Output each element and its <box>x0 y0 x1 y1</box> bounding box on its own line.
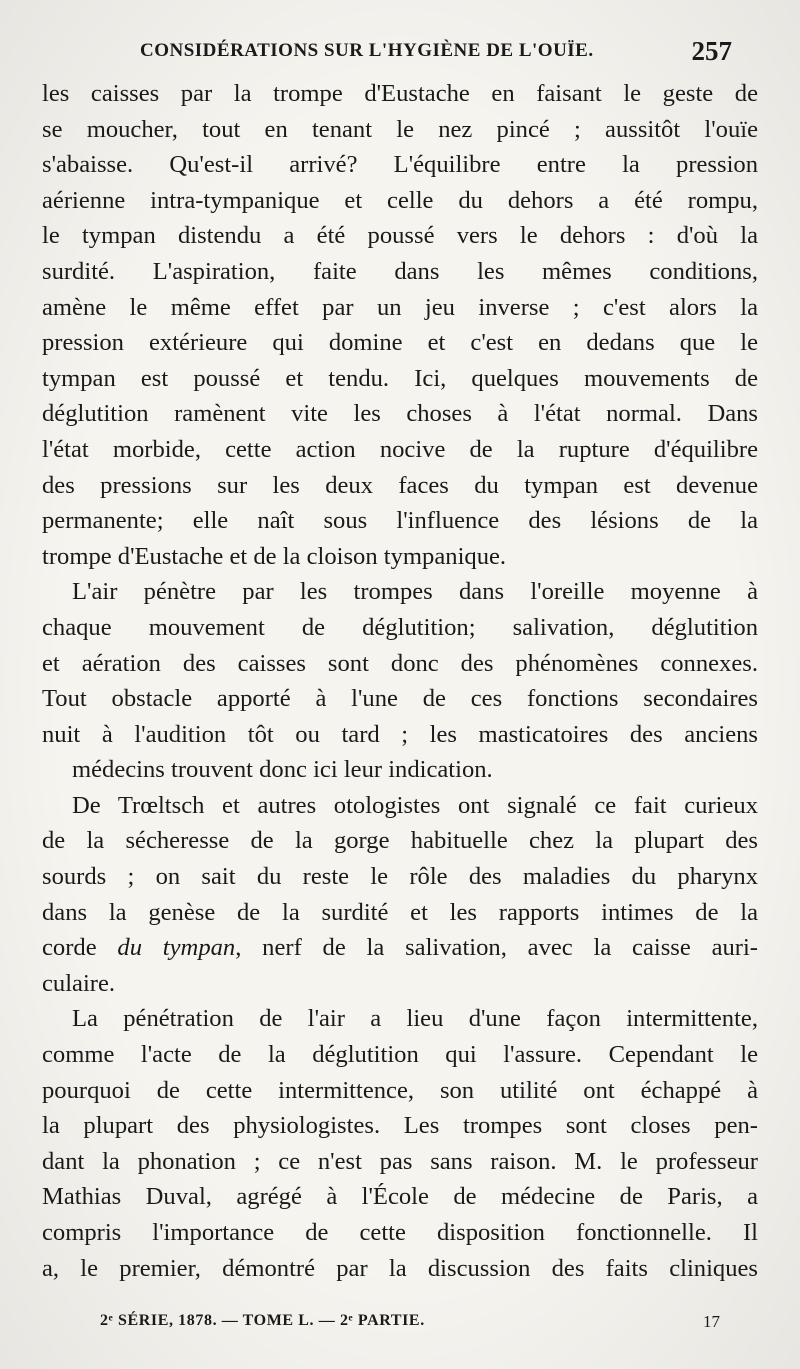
text-line: de la sécheresse de la gorge habituelle chez la plupart des <box>42 827 758 855</box>
text-line: nuit à l'audition tôt ou tard ; les masticatoires des anciens <box>42 720 758 748</box>
text-line: les caisses par la trompe d'Eustache en faisant le geste de <box>42 80 758 107</box>
signature-mark: 2ᵉ SÉRIE, 1878. — TOME L. — 2ᵉ PARTIE. <box>100 1312 425 1329</box>
text-line: permanente; elle naît sous l'influence des lésions de la <box>42 507 758 535</box>
text-line: amène le même effet par un jeu inverse ; c'est alors la <box>42 293 758 321</box>
text-line: se moucher, tout en tenant le nez pincé ; aussitôt l'ouïe <box>42 115 758 143</box>
page-number: 257 <box>691 36 732 66</box>
text-line: pression extérieure qui domine et c'est en dedans que le <box>42 329 758 357</box>
text-line: des pressions sur les deux faces du tympan est devenue <box>42 471 758 499</box>
paragraph-4 <box>42 1001 758 1286</box>
text-line: chaque mouvement de déglutition; salivation, déglutition <box>42 613 758 641</box>
text-line: s'abaisse. Qu'est-il arrivé? L'équilibre entre la pression <box>42 151 758 179</box>
text-line: compris l'importance de cette disposition fonctionnelle. Il <box>42 1219 758 1246</box>
text-line: médecins trouvent donc ici leur indication. <box>72 756 493 784</box>
text-line: trompe d'Eustache et de la cloison tympanique. <box>42 542 507 570</box>
paragraph-1 <box>42 76 758 574</box>
text-line: pourquoi de cette intermittence, son utilité ont échappé à <box>42 1076 758 1104</box>
text-line: sourds ; on sait du reste le rôle des maladies du pharynx <box>42 863 758 891</box>
emphasis-text: du tympan <box>117 934 236 962</box>
paragraph-3 <box>42 788 758 1002</box>
text-line: comme l'acte de la déglutition qui l'assure. Cependant le <box>42 1041 758 1069</box>
text-line: l'état morbide, cette action nocive de la rupture d'équilibre <box>42 435 758 463</box>
text-line: culaire. <box>42 969 116 997</box>
paragraph-2 <box>42 574 758 788</box>
text-line: aérienne intra-tympanique et celle du dehors a été rompu, <box>42 186 758 214</box>
text-line: De Trœltsch et autres otologistes ont signalé ce fait curieux <box>72 791 758 819</box>
text-line: corde du tympan, nerf de la salivation, avec la caisse auri- <box>42 934 758 962</box>
text-line: la plupart des physiologistes. Les trompes sont closes pen- <box>42 1112 758 1140</box>
text-line: a, le premier, démontré par la discussion des faits cliniques <box>42 1254 758 1282</box>
body-text <box>42 76 758 1286</box>
text-line: déglutition ramènent vite les choses à l'état normal. Dans <box>42 400 758 428</box>
page-header <box>140 38 740 74</box>
text-line: dans la genèse de la surdité et les rapports intimes de la <box>42 898 758 926</box>
text-line: le tympan distendu a été poussé vers le dehors : d'où la <box>42 222 758 250</box>
text-line: tympan est poussé et tendu. Ici, quelques mouvements de <box>42 364 758 392</box>
sheet-number: 17 <box>703 1312 720 1331</box>
text-line: Mathias Duval, agrégé à l'École de médecine de Paris, a <box>42 1183 758 1211</box>
text-line: et aération des caisses sont donc des phénomènes connexes. <box>42 649 758 677</box>
text-line: surdité. L'aspiration, faite dans les mêmes conditions, <box>42 257 758 285</box>
page-footer <box>100 1312 720 1336</box>
text-line: La pénétration de l'air a lieu d'une façon intermittente, <box>72 1005 758 1033</box>
text-line: dant la phonation ; ce n'est pas sans raison. M. le professeur <box>42 1147 758 1175</box>
running-title: CONSIDÉRATIONS SUR L'HYGIÈNE DE L'OUÏE. <box>140 40 594 61</box>
text-line: L'air pénètre par les trompes dans l'oreille moyenne à <box>72 578 758 606</box>
text-line: Tout obstacle apporté à l'une de ces fonctions secondaires <box>42 685 758 713</box>
